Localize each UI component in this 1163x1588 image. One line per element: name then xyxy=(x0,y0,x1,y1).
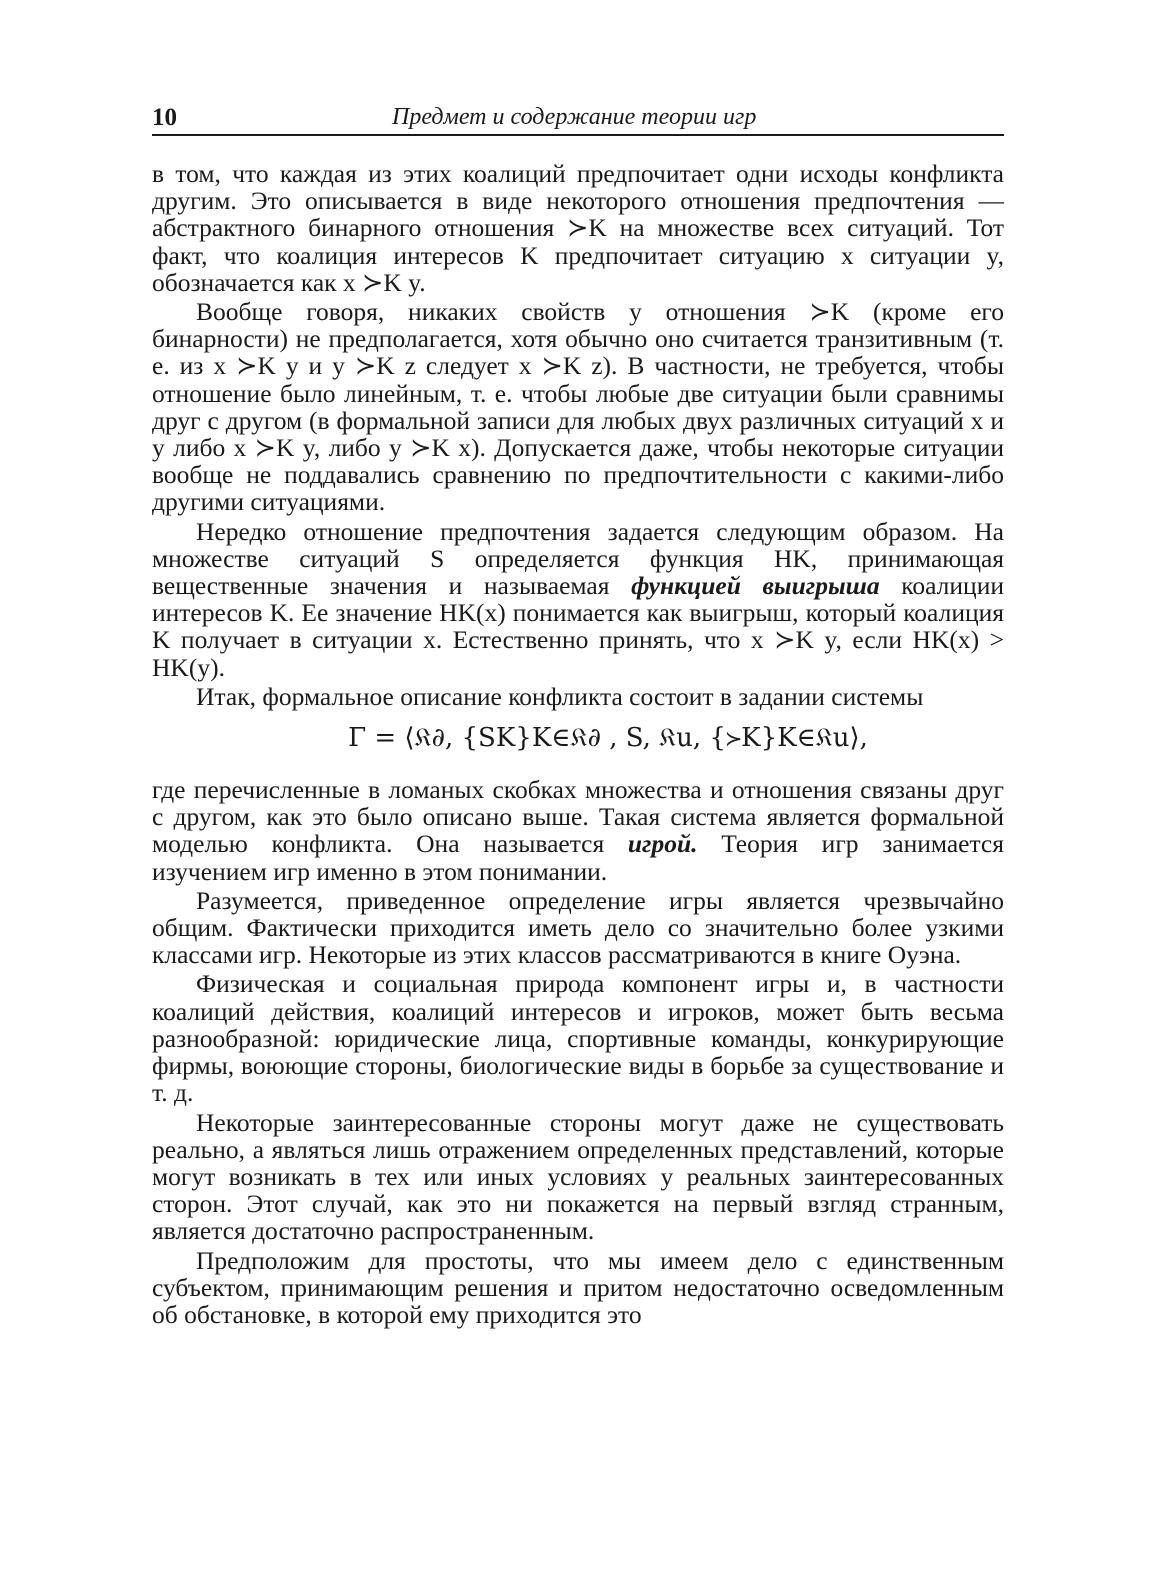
game-formula: Γ = ⟨𝔎∂, {SK}K∈𝔎∂ , S, 𝔎u, {≻K}K∈𝔎u⟩, xyxy=(348,723,868,754)
book-page xyxy=(152,100,1004,1328)
paragraph: Физическая и социальная природа компонент игры и, в частности коалиций действия, коалиций интересов и игроков, может быть весьма разнообразной: юридические лица, спортивные команды, конкурирующие фирмы, воюющие стороны, биологические виды в борьбе за существование и т. д. xyxy=(152,969,1004,1108)
body-text xyxy=(152,160,1004,1328)
paragraph: где перечисленные в ломаных скобках множества и отношения связаны друг с другом, как это было описано выше. Такая система является формальной моделью конфликта. Она называется игрой. Теория игр занимается изучением игр именно в этом понимании. xyxy=(152,775,1004,886)
term-game: игрой. xyxy=(627,829,698,859)
paragraph: Итак, формальное описание конфликта состоит в задании системы xyxy=(196,681,924,711)
paragraph: Вообще говоря, никаких свойств у отношения ≻K (кроме его бинарности) не предполагается, хотя обычно оно считается транзитивным (т. е. из x ≻K y и y ≻K z следует x ≻K z). В частности, не требуется, чтобы отношение было линейным, т. е. чтобы любые две ситуации были сравнимы друг с другом (в формальной записи для любых двух различных ситуаций x и y либо x ≻K y, либо y ≻K x). Допускается даже, чтобы некоторые ситуации вообще не поддавались сравнению по предпочтительности с какими-либо другими ситуациями. xyxy=(152,297,1004,517)
paragraph: Нередко отношение предпочтения задается следующим образом. На множестве ситуаций S определяется функция HK, принимающая вещественные значения и называемая функцией выигрыша коалиции интересов K. Ее значение HK(x) понимается как выигрыш, который коалиция K получает в ситуации x. Естественно принять, что x ≻K y, если HK(x) > HK(y). xyxy=(152,516,1004,682)
page-header xyxy=(152,100,1004,136)
term-payoff-function: функцией выигрыша xyxy=(631,571,880,601)
paragraph: Некоторые заинтересованные стороны могут даже не существовать реально, а являться лишь отражением определенных представлений, которые могут возникать в тех или иных условиях у реальных заинтересованных сторон. Этот случай, как это ни покажется на первый взгляд странным, является достаточно распространенным. xyxy=(152,1107,1004,1246)
paragraph: Разумеется, приведенное определение игры является чрезвычайно общим. Фактически приходится иметь дело со значительно более узкими классами игр. Некоторые из этих классов рассматриваются в книге Оуэна. xyxy=(152,885,1004,970)
page-number: 10 xyxy=(152,104,177,131)
paragraph: Предположим для простоты, что мы имеем дело с единственным субъектом, принимающим решения и притом недостаточно осведомленным об обстановке, в которой ему приходится это xyxy=(152,1245,1004,1329)
paragraph: в том, что каждая из этих коалиций предпочитает одни исходы конфликта другим. Это описывается в виде некоторого отношения предпочтения — абстрактного бинарного отношения ≻K на множестве всех ситуаций. Тот факт, что коалиция интересов K предпочитает ситуацию x ситуации y, обозначается как x ≻K y. xyxy=(152,159,1004,297)
running-title: Предмет и содержание теории игр xyxy=(392,104,757,130)
